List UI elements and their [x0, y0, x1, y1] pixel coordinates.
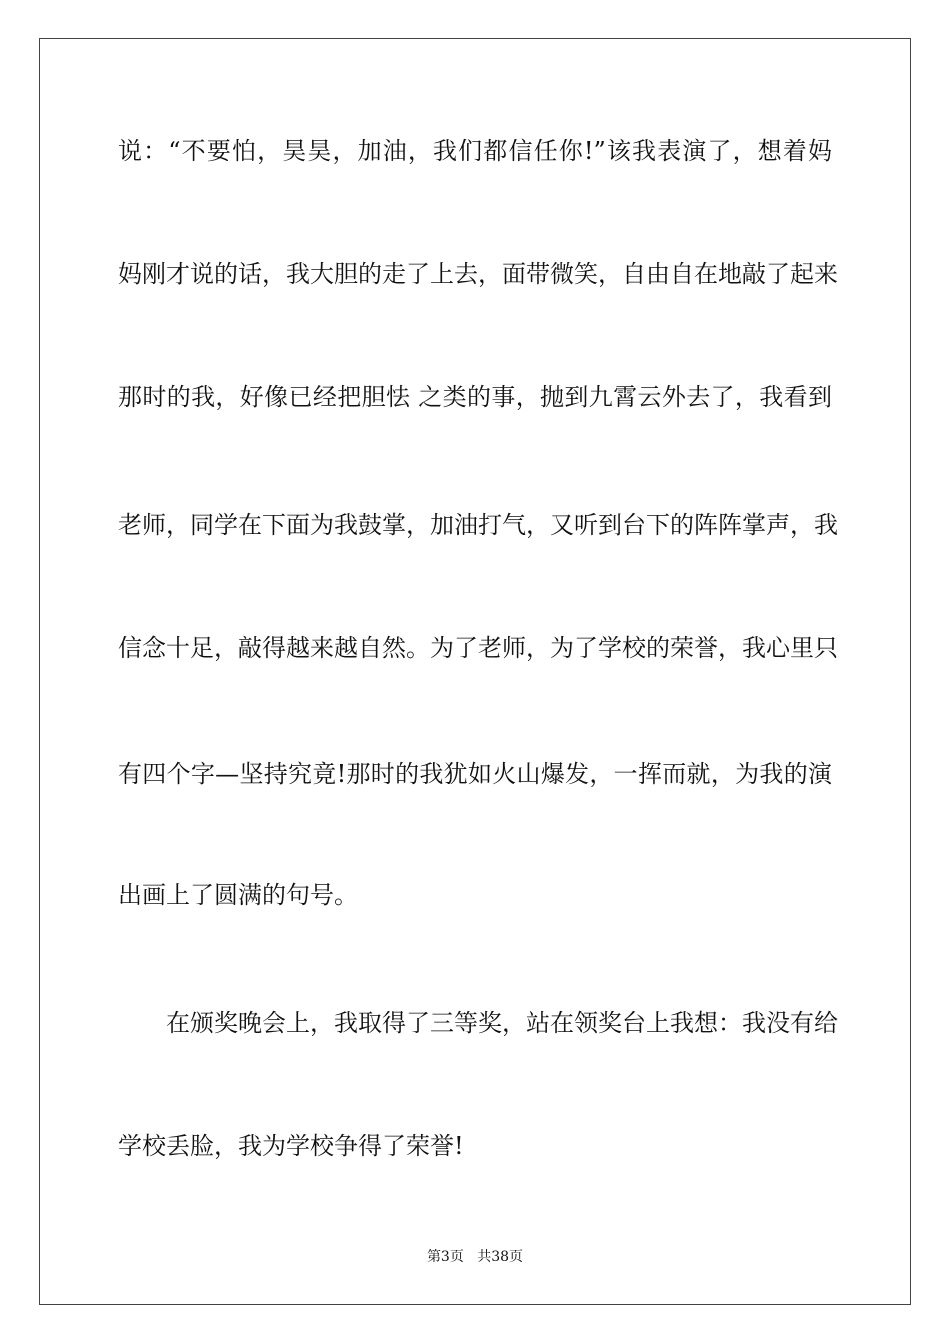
page-number: 第3页	[426, 1249, 464, 1265]
body-text-line: 老师，同学在下面为我鼓掌，加油打气，又听到台下的阵阵掌声，我	[118, 511, 838, 539]
body-text-line: 信念十足，敲得越来越自然。为了老师，为了学校的荣誉，我心里只	[118, 634, 838, 662]
body-text-line: 妈刚才说的话，我大胆的走了上去，面带微笑，自由自在地敲了起来	[118, 260, 838, 288]
paragraph-start-line: 在颁奖晚会上，我取得了三等奖，站在领奖台上我想：我没有给	[166, 1009, 838, 1037]
body-text-line: 有四个字—坚持究竟!那时的我犹如火山爆发，一挥而就，为我的演	[118, 760, 832, 788]
body-text-line: 说：“不要怕，昊昊，加油，我们都信任你!”该我表演了，想着妈	[118, 137, 832, 165]
body-text-line: 出画上了圆满的句号。	[118, 881, 358, 909]
page-border	[39, 38, 911, 1305]
total-pages: 共38页	[477, 1249, 524, 1265]
body-text-line: 学校丢脸，我为学校争得了荣誉!	[118, 1132, 464, 1160]
body-text-line: 那时的我，好像已经把胆怯 之类的事，抛到九霄云外去了，我看到	[118, 383, 832, 411]
page-footer	[0, 1246, 950, 1266]
